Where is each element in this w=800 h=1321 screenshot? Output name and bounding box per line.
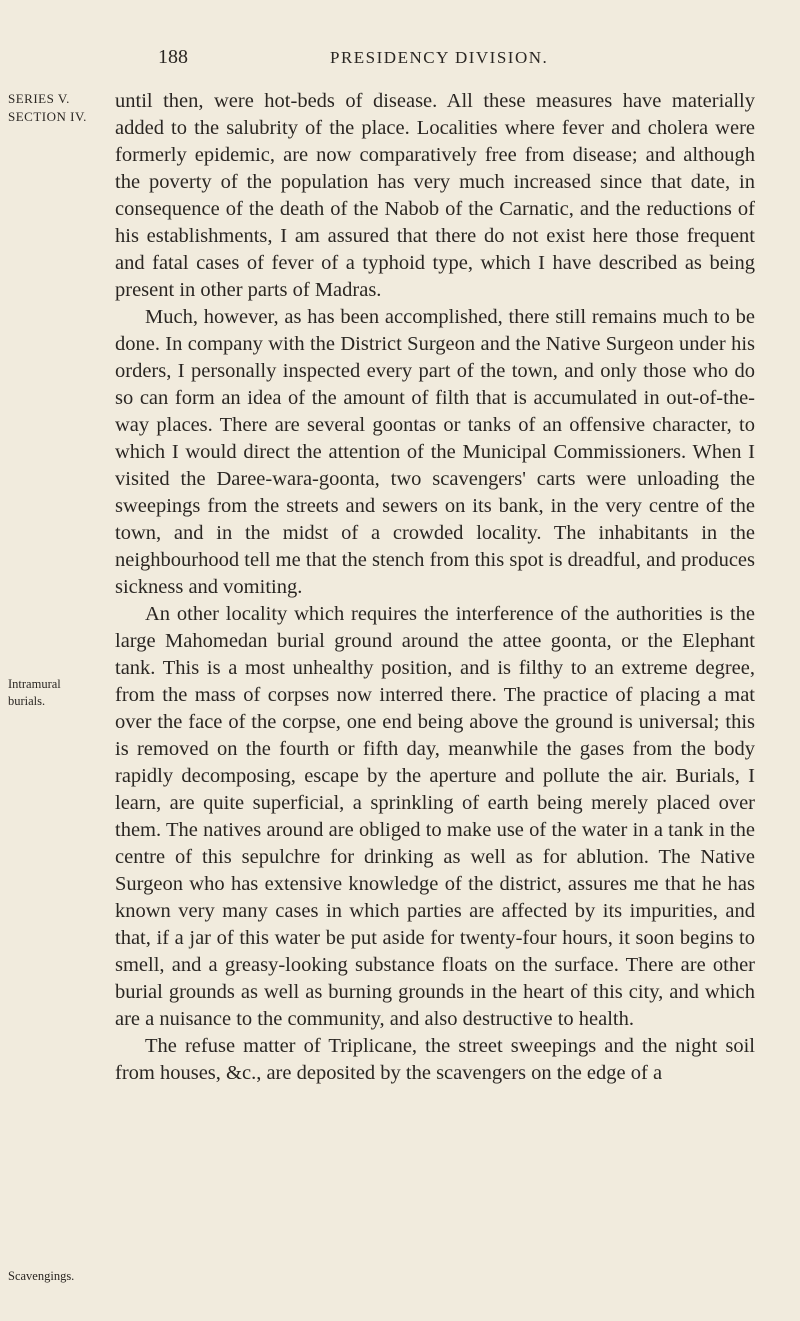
sidenote-intramural-burials: Intramural burials. (8, 677, 61, 708)
paragraph-4: The refuse matter of Triplicane, the street sweepings and the night soil from houses, &c., are deposited by the scavengers on the edge of a (115, 1035, 755, 1084)
paragraph-3: An other locality which requires the interference of the authorities is the large Mahomedan burial ground around the attee goonta, or the Elephant tank. This is a most unhealthy position, and is filthy to an extreme degree, from the mass of corpses now interred there. The practice of placing a mat over the face of the corpse, one end being above the ground is universal; this is removed on the fourth or fifth day, meanwhile the gases from the body rapidly decomposing, escape by the aperture and pollute the air. Burials, I learn, are quite superficial, a sprinkling of earth being merely placed over them. The natives around are obliged to make use of the water in a tank in the centre of this sepulchre for drinking as well as for ablution. The Native Surgeon who has extensive knowledge of the district, assures me that he has known very many cases in which parties are affected by its impurities, and that, if a jar of this water be put aside for twenty-four hours, it soon begins to smell, and a greasy-looking substance floats on the surface. There are other burial grounds as well as burning grounds in the heart of this city, and which are a nuisance to the community, and also destructive to health. (115, 603, 755, 1030)
running-title: PRESIDENCY DIVISION. (330, 48, 549, 67)
paragraph-2: Much, however, as has been accomplished, there still remains much to be done. In company with the District Surgeon and the Native Surgeon under his orders, I personally inspected every part of the town, and only those who do so can form an idea of the amount of filth that is accumulated in out-of-the-way places. There are several goontas or tanks of an offensive character, to which I would direct the attention of the Municipal Commissioners. When I visited the Daree-wara-goonta, two scavengers' carts were unloading the sweepings from the streets and sewers on its bank, in the very centre of the town, and in the midst of a crowded locality. The inhabitants in the neighbourhood tell me that the stench from this spot is dreadful, and produces sickness and vomiting. (115, 306, 755, 598)
sidenote-scavengings: Scavengings. (8, 1269, 75, 1283)
running-head (0, 46, 800, 76)
paragraph-1: until then, were hot-beds of disease. All these measures have materially added to the salubrity of the place. Localities where fever and cholera were formerly epidemic, are now comparatively free from disease; and although the poverty of the population has very much increased since that date, in consequence of the death of the Nabob of the Carnatic, and the reductions of his establishments, I am assured that there do not exist here those frequent and fatal cases of fever of a typhoid type, which I have described as being present in other parts of Madras. (115, 90, 755, 301)
body-text (115, 88, 755, 1087)
margin-note-intramural (8, 676, 78, 710)
series-label: SERIES V. (8, 91, 70, 106)
margin-series-label (8, 90, 90, 126)
page-number: 188 (158, 46, 188, 68)
section-label: SECTION IV. (8, 109, 87, 124)
margin-note-scavengings (8, 1268, 108, 1285)
